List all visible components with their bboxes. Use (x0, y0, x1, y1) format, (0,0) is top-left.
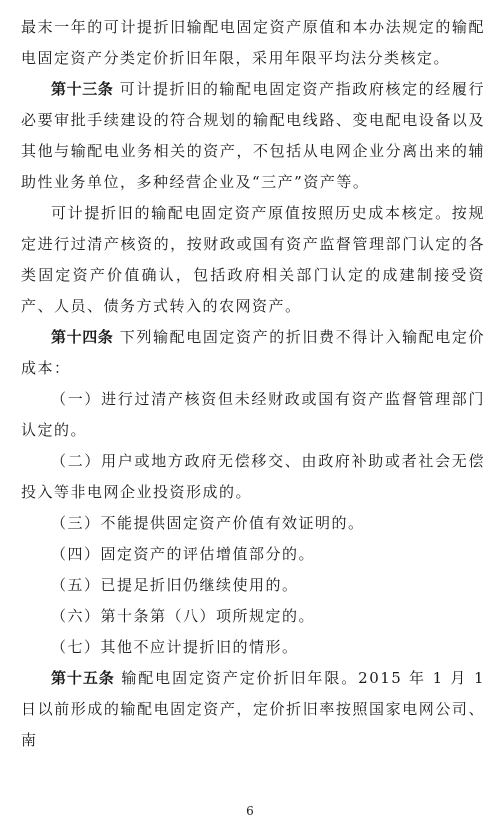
list-item-5-text: （五）已提足折旧仍继续使用的。 (51, 576, 299, 594)
article-13-text: 可计提折旧的输配电固定资产指政府核定的经履行必要审批手续建设的符合规划的输配电线路、变电配电设备以及其他与输配电业务相关的资产，不包括从电网企业分离出来的辅助性业务单位，多种经营企业及“三产”资产等。 (21, 80, 485, 191)
article-15-heading: 第十五条 (51, 669, 115, 687)
list-item-4 (21, 539, 485, 570)
list-item-7-text: （七）其他不应计提折旧的情形。 (51, 638, 299, 656)
paragraph-1-text: 最末一年的可计提折旧输配电固定资产原值和本办法规定的输配电固定资产分类定价折旧年限，采用年限平均法分类核定。 (21, 18, 485, 67)
list-item-5 (21, 570, 485, 601)
paragraph-1 (21, 12, 485, 74)
list-item-7 (21, 632, 485, 663)
list-item-3 (21, 508, 485, 539)
article-14-text: 下列输配电固定资产的折旧费不得计入输配电定价成本： (21, 328, 485, 377)
list-item-2 (21, 446, 485, 508)
list-item-6 (21, 601, 485, 632)
list-item-3-text: （三）不能提供固定资产价值有效证明的。 (51, 514, 365, 532)
article-14-heading: 第十四条 (51, 328, 114, 346)
article-13-paragraph (21, 74, 485, 198)
article-15-text: 输配电固定资产定价折旧年限。2015 年 1 月 1 日以前形成的输配电固定资产，定价折旧率按照国家电网公司、南 (21, 669, 485, 749)
list-item-6-text: （六）第十条第（八）项所规定的。 (51, 607, 316, 625)
list-item-2-text: （二）用户或地方政府无偿移交、由政府补助或者社会无偿投入等非电网企业投资形成的。 (21, 452, 485, 501)
paragraph-3 (21, 198, 485, 322)
list-item-1 (21, 384, 485, 446)
list-item-1-text: （一）进行过清产核资但未经财政或国有资产监督管理部门认定的。 (21, 390, 485, 439)
list-item-4-text: （四）固定资产的评估增值部分的。 (51, 545, 316, 563)
paragraph-3-text: 可计提折旧的输配电固定资产原值按照历史成本核定。按规定进行过清产核资的，按财政或国有资产监督管理部门认定的各类固定资产价值确认，包括政府相关部门认定的成建制接受资产、人员、债务方式转入的农网资产。 (21, 204, 485, 315)
document-body (21, 12, 485, 756)
article-14-paragraph (21, 322, 485, 384)
article-15-paragraph (21, 663, 485, 756)
page-number: 6 (246, 804, 254, 818)
article-13-heading: 第十三条 (51, 80, 114, 98)
